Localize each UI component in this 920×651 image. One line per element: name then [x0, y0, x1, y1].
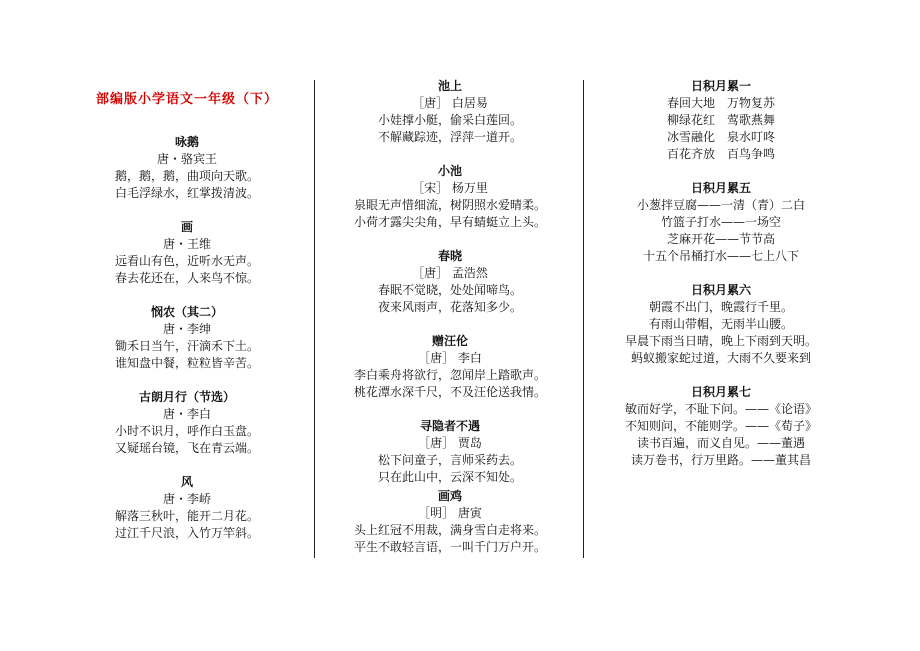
document-title: 部编版小学语文一年级（下）	[95, 92, 278, 107]
poem-title: 池上	[437, 79, 462, 93]
poem-title: 赠汪伦	[431, 334, 468, 348]
poem-line: 春眠不觉晓，处处闻啼鸟。	[377, 283, 522, 297]
saying-line: 有雨山带帽，无雨半山腰。	[648, 317, 793, 331]
poem-line: 小荷才露尖尖角，早有蜻蜓立上头。	[353, 215, 546, 229]
poem-block	[62, 134, 312, 202]
poem-author: 唐・李峤	[162, 492, 211, 506]
poem-author: ［唐］ 贾岛	[418, 436, 482, 450]
poem-block	[62, 474, 312, 542]
saying-line: 读书百遍，而义自见。——董遇	[636, 436, 805, 450]
poem-title: 寻隐者不遇	[419, 419, 480, 433]
saying-line: 早晨下雨当日晴，晚上下雨到天明。	[624, 334, 817, 348]
column-divider-2	[583, 80, 584, 558]
poem-title: 悯农（其二）	[150, 305, 223, 319]
poem-line: 鹅，鹅，鹅，曲项向天歌。	[114, 169, 259, 183]
saying-title: 日积月累六	[690, 283, 751, 297]
poem-author: ［宋］ 杨万里	[412, 181, 488, 195]
poem-line: 李白乘舟将欲行，忽闻岸上踏歌声。	[353, 368, 546, 382]
poem-block	[322, 488, 578, 556]
poem-title: 风	[180, 475, 193, 489]
poem-line: 小时不识月，呼作白玉盘。	[114, 424, 259, 438]
poem-title: 春晓	[437, 249, 462, 263]
poem-block	[322, 418, 578, 486]
saying-block	[592, 384, 850, 469]
column-2	[322, 78, 578, 573]
poem-line: 远看山有色，近听水无声。	[114, 254, 259, 268]
poem-author: 唐・王维	[162, 237, 211, 251]
poem-line: 只在此山中，云深不知处。	[377, 470, 522, 484]
saying-block	[592, 282, 850, 367]
poem-line: 夜来风雨声，花落知多少。	[377, 300, 522, 314]
poem-line: 又疑瑶台镜，飞在青云端。	[114, 441, 259, 455]
poem-author: ［唐］ 李白	[418, 351, 482, 365]
poem-line: 平生不敢轻言语，一叫千门万户开。	[353, 540, 546, 554]
poem-line: 白毛浮绿水，红掌拨清波。	[114, 186, 259, 200]
poem-line: 松下问童子，言师采药去。	[377, 453, 522, 467]
saying-line: 百花齐放 百鸟争鸣	[666, 147, 775, 161]
poem-title: 小池	[437, 164, 462, 178]
column-divider-1	[314, 80, 315, 558]
saying-line: 不知则问，不能则学。——《荀子》	[624, 419, 817, 433]
poem-block	[62, 389, 312, 457]
poem-author: ［唐］ 孟浩然	[412, 266, 488, 280]
poem-block	[322, 248, 578, 316]
poem-author: 唐・骆宾王	[156, 152, 217, 166]
saying-line: 朝霞不出门，晚霞行千里。	[648, 300, 793, 314]
poem-title: 画鸡	[437, 489, 462, 503]
poem-line: 过江千尺浪，入竹万竿斜。	[114, 526, 259, 540]
column-3	[592, 78, 850, 486]
saying-title: 日积月累一	[690, 79, 751, 93]
poem-line: 解落三秋叶，能开二月花。	[114, 509, 259, 523]
saying-title: 日积月累七	[690, 385, 751, 399]
saying-title: 日积月累五	[690, 181, 751, 195]
poem-author: 唐・李绅	[162, 322, 211, 336]
saying-line: 小葱拌豆腐——一清（青）二白	[636, 198, 805, 212]
saying-line: 冰雪融化 泉水叮咚	[666, 130, 775, 144]
poem-block	[322, 163, 578, 231]
poem-block	[62, 219, 312, 287]
poem-title: 画	[180, 220, 193, 234]
saying-line: 蚂蚁搬家蛇过道，大雨不久要来到	[630, 351, 811, 365]
saying-line: 读万卷书，行万里路。——董其昌	[630, 453, 811, 467]
poem-line: 春去花还在，人来鸟不惊。	[114, 271, 259, 285]
saying-line: 春回大地 万物复苏	[666, 96, 775, 110]
poem-line: 泉眼无声惜细流，树阴照水爱晴柔。	[353, 198, 546, 212]
saying-line: 芝麻开花——节节高	[666, 232, 775, 246]
poem-line: 头上红冠不用裁，满身雪白走将来。	[353, 523, 546, 537]
poem-title: 古朗月行（节选）	[138, 390, 235, 404]
saying-line: 敏而好学，不耻下问。——《论语》	[624, 402, 817, 416]
poem-title: 咏鹅	[174, 135, 199, 149]
poem-line: 不解藏踪迹，浮萍一道开。	[377, 130, 522, 144]
poem-line: 谁知盘中餐，粒粒皆辛苦。	[114, 356, 259, 370]
saying-block	[592, 180, 850, 265]
saying-line: 柳绿花红 莺歌燕舞	[666, 113, 775, 127]
column-1	[62, 78, 312, 559]
poem-block	[62, 304, 312, 372]
saying-block	[592, 78, 850, 163]
poem-block	[322, 333, 578, 401]
poem-line: 锄禾日当午，汗滴禾下土。	[114, 339, 259, 353]
poem-author: 唐・李白	[162, 407, 211, 421]
saying-line: 十五个吊桶打水——七上八下	[642, 249, 799, 263]
poem-author: ［唐］ 白居易	[412, 96, 488, 110]
poem-author: ［明］ 唐寅	[418, 506, 482, 520]
saying-line: 竹篮子打水——一场空	[660, 215, 781, 229]
poem-block	[322, 78, 578, 146]
poem-line: 桃花潭水深千尺，不及汪伦送我情。	[353, 385, 546, 399]
poem-line: 小娃撑小艇，偷采白莲回。	[377, 113, 522, 127]
